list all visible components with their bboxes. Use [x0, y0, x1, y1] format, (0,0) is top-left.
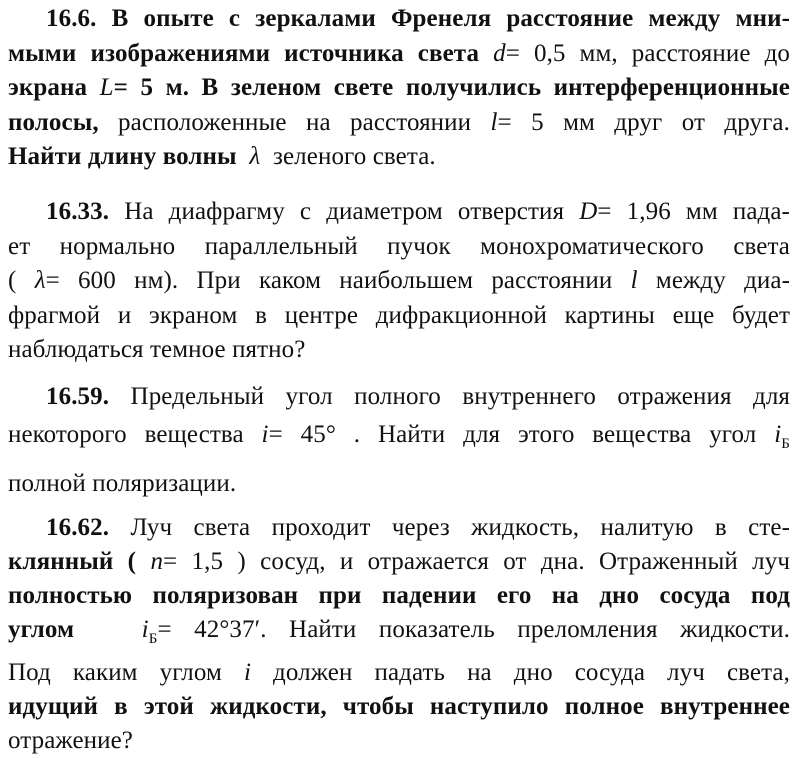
- text-fragment: = 1,5 ) сосуд, и отражается от дна. Отраженный луч: [163, 548, 791, 575]
- text-line: [8, 380, 790, 415]
- text-fragment: некоторого вещества: [8, 420, 244, 448]
- text-line: [8, 464, 790, 504]
- text-line: [8, 140, 790, 175]
- text-fragment: между диа-: [655, 267, 790, 294]
- text-line: [8, 106, 790, 141]
- variable-lambda: λ: [249, 143, 261, 170]
- text-line: [8, 195, 790, 230]
- text-fragment: полностью поляризован при падении его на дно сосуда под: [8, 582, 790, 609]
- variable-l: l: [490, 108, 498, 136]
- text-fragment: = 5 мм друг от друга.: [497, 108, 790, 136]
- text-fragment: полной поляризации.: [8, 469, 237, 497]
- variable-i: i: [261, 420, 269, 448]
- text-line: [8, 37, 790, 72]
- text-line: [8, 656, 790, 690]
- problem-number: 16.33.: [46, 198, 110, 225]
- text-line: [8, 333, 790, 368]
- text-fragment: изображениями источника света: [90, 39, 480, 67]
- text-line: [8, 2, 790, 37]
- text-line: [8, 264, 790, 299]
- variable-i: i: [774, 420, 782, 448]
- text-fragment: идущий в этой жидкости, чтобы наступило полное внутреннее: [8, 693, 790, 720]
- text-line: [8, 724, 790, 758]
- text-line: [8, 71, 790, 106]
- subscript-b: Б: [781, 435, 790, 452]
- problem-number: 16.6.: [46, 5, 97, 32]
- text-line: [8, 415, 790, 464]
- text-fragment: Найти длину волны: [8, 143, 237, 170]
- problem-16-33: [8, 195, 790, 368]
- text-fragment: отражение?: [8, 727, 133, 754]
- text-line: [8, 511, 790, 545]
- variable-d: d: [493, 39, 506, 67]
- text-fragment: клянный (: [8, 548, 137, 575]
- text-fragment: расположенные на расстоянии: [118, 108, 472, 136]
- variable-n: n: [150, 548, 164, 575]
- text-fragment: зеленого света.: [273, 143, 436, 170]
- text-line: [8, 545, 790, 579]
- text-fragment: Предельный угол полного внутреннего отражения для: [130, 383, 790, 410]
- text-fragment: Под каким углом: [8, 659, 222, 686]
- text-fragment: экрана: [8, 74, 88, 101]
- text-fragment: (: [8, 267, 17, 294]
- text-line: [8, 613, 790, 656]
- variable-l: l: [630, 267, 638, 294]
- text-fragment: углом: [8, 616, 75, 643]
- variable-L: L: [99, 74, 114, 101]
- text-fragment: мыми: [8, 39, 77, 67]
- text-fragment: = 42°37′. Найти показатель преломления жидкости.: [157, 616, 790, 643]
- problem-16-6: [8, 2, 790, 175]
- variable-i: i: [243, 659, 252, 686]
- text-line: [8, 299, 790, 334]
- text-fragment: На диафрагму с диаметром отверстия: [124, 198, 565, 225]
- text-fragment: = 5 м. В зеленом свете получились интерференционные: [113, 74, 790, 101]
- text-fragment: В опыте с зеркалами Френеля расстояние между мни-: [111, 5, 791, 32]
- text-fragment: должен падать на дно сосуда луч света,: [273, 659, 790, 686]
- problem-16-62: [8, 511, 790, 758]
- problem-number: 16.59.: [46, 383, 110, 410]
- text-fragment: = 600 нм). При каком наибольшем расстоянии: [45, 267, 613, 294]
- variable-i: i: [141, 616, 149, 643]
- text-line: [8, 690, 790, 724]
- text-fragment: наблюдаться темное пятно?: [8, 336, 306, 363]
- text-fragment: = 0,5 мм, расстояние до: [505, 39, 790, 67]
- text-fragment: = 45° . Найти для этого вещества угол: [268, 420, 757, 448]
- text-fragment: ет нормально параллельный пучок монохроматического света: [8, 232, 790, 260]
- text-fragment: Луч света проходит через жидкость, налитую в сте-: [130, 514, 790, 541]
- text-fragment: полосы,: [8, 108, 99, 136]
- text-line: [8, 230, 790, 265]
- problem-16-59: [8, 380, 790, 504]
- variable-lambda: λ: [34, 267, 46, 294]
- text-fragment: = 1,96 мм пада-: [597, 198, 790, 225]
- text-line: [8, 579, 790, 613]
- variable-D: D: [579, 198, 598, 225]
- text-fragment: фрагмой и экраном в центре дифракционной картины еще будет: [8, 301, 790, 329]
- subscript-b: Б: [148, 631, 158, 647]
- problem-number: 16.62.: [46, 514, 110, 541]
